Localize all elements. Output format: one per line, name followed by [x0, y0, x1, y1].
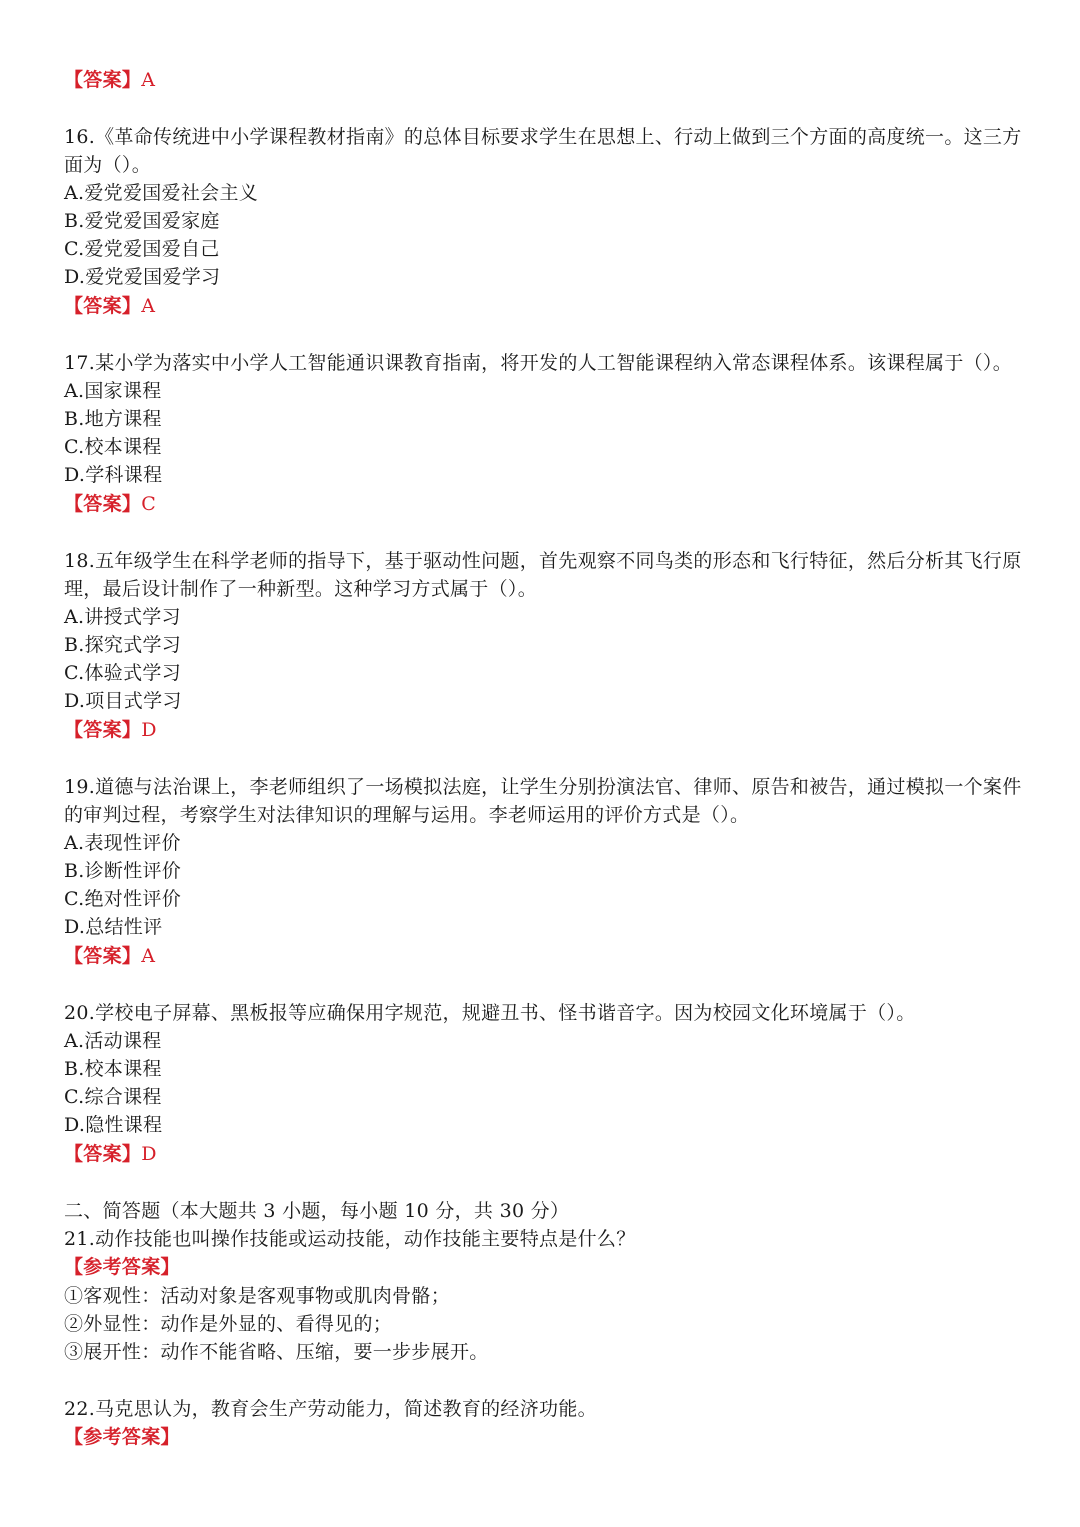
question-stem-cont: 理，最后设计制作了一种新型。这种学习方式属于（）。	[64, 578, 538, 600]
question-stem: 16.《革命传统进中小学课程教材指南》的总体目标要求学生在思想上、行动上做到三个方面的高度统一。这三方	[64, 126, 1022, 148]
option-d: D.爱党爱国爱学习	[64, 266, 221, 288]
question-stem: 22.马克思认为，教育会生产劳动能力，简述教育的经济功能。	[64, 1398, 597, 1420]
question-stem: 21.动作技能也叫操作技能或运动技能，动作技能主要特点是什么？	[64, 1228, 636, 1250]
question-stem: 17.某小学为落实中小学人工智能通识课教育指南，将开发的人工智能课程纳入常态课程体系。该课程属于（）。	[64, 352, 1013, 374]
question-stem: 18.五年级学生在科学老师的指导下，基于驱动性问题，首先观察不同鸟类的形态和飞行特征，然后分析其飞行原	[64, 550, 1022, 572]
answer-label: 【答案】	[64, 945, 142, 967]
answer-label: 【答案】	[64, 295, 142, 317]
option-d: D.学科课程	[64, 464, 163, 486]
answer-line	[64, 292, 1016, 320]
option-d: D.隐性课程	[64, 1114, 163, 1136]
answer-line	[64, 490, 1016, 518]
answer-value: A	[141, 69, 156, 91]
question-stem: 19.道德与法治课上，李老师组织了一场模拟法庭，让学生分别扮演法官、律师、原告和被告，通过模拟一个案件	[64, 776, 1022, 798]
option-a: A.表现性评价	[64, 832, 181, 854]
option-c: C.校本课程	[64, 436, 162, 458]
section-heading: 二、简答题（本大题共 3 小题，每小题 10 分，共 30 分）	[64, 1200, 570, 1222]
answer-label: 【答案】	[64, 719, 142, 741]
option-c: C.综合课程	[64, 1086, 162, 1108]
option-a: A.活动课程	[64, 1030, 162, 1052]
answer-line	[64, 942, 1016, 970]
question-stem-cont: 的审判过程，考察学生对法律知识的理解与运用。李老师运用的评价方式是（）。	[64, 804, 750, 826]
option-a: A.爱党爱国爱社会主义	[64, 182, 259, 204]
answer-label: 【答案】	[64, 69, 142, 91]
answer-value: D	[141, 1143, 157, 1165]
reference-answer-label: 【参考答案】	[64, 1426, 180, 1448]
option-c: C.体验式学习	[64, 662, 182, 684]
answer-label: 【答案】	[64, 493, 142, 515]
option-c: C.爱党爱国爱自己	[64, 238, 220, 260]
answer-point: ②外显性：动作是外显的、看得见的；	[64, 1313, 393, 1335]
question-stem-cont: 面为（）。	[64, 154, 152, 176]
answer-value: D	[141, 719, 157, 741]
option-b: B.校本课程	[64, 1058, 162, 1080]
reference-answer-label: 【参考答案】	[64, 1256, 180, 1278]
answer-value: A	[141, 945, 156, 967]
question-stem: 20.学校电子屏幕、黑板报等应确保用字规范，规避丑书、怪书谐音字。因为校园文化环境属于（）。	[64, 1002, 916, 1024]
answer-line	[64, 1140, 1016, 1168]
answer-value: A	[141, 295, 156, 317]
option-a: A.讲授式学习	[64, 606, 181, 628]
option-b: B.诊断性评价	[64, 860, 182, 882]
option-a: A.国家课程	[64, 380, 162, 402]
option-d: D.总结性评	[64, 916, 163, 938]
answer-line	[64, 66, 1016, 94]
option-d: D.项目式学习	[64, 690, 182, 712]
option-b: B.爱党爱国爱家庭	[64, 210, 220, 232]
option-b: B.探究式学习	[64, 634, 182, 656]
answer-label: 【答案】	[64, 1143, 142, 1165]
answer-value: C	[141, 493, 157, 515]
option-c: C.绝对性评价	[64, 888, 182, 910]
option-b: B.地方课程	[64, 408, 162, 430]
answer-line	[64, 716, 1016, 744]
answer-point: ①客观性：活动对象是客观事物或肌肉骨骼；	[64, 1285, 451, 1307]
answer-point: ③展开性：动作不能省略、压缩，要一步步展开。	[64, 1341, 489, 1363]
